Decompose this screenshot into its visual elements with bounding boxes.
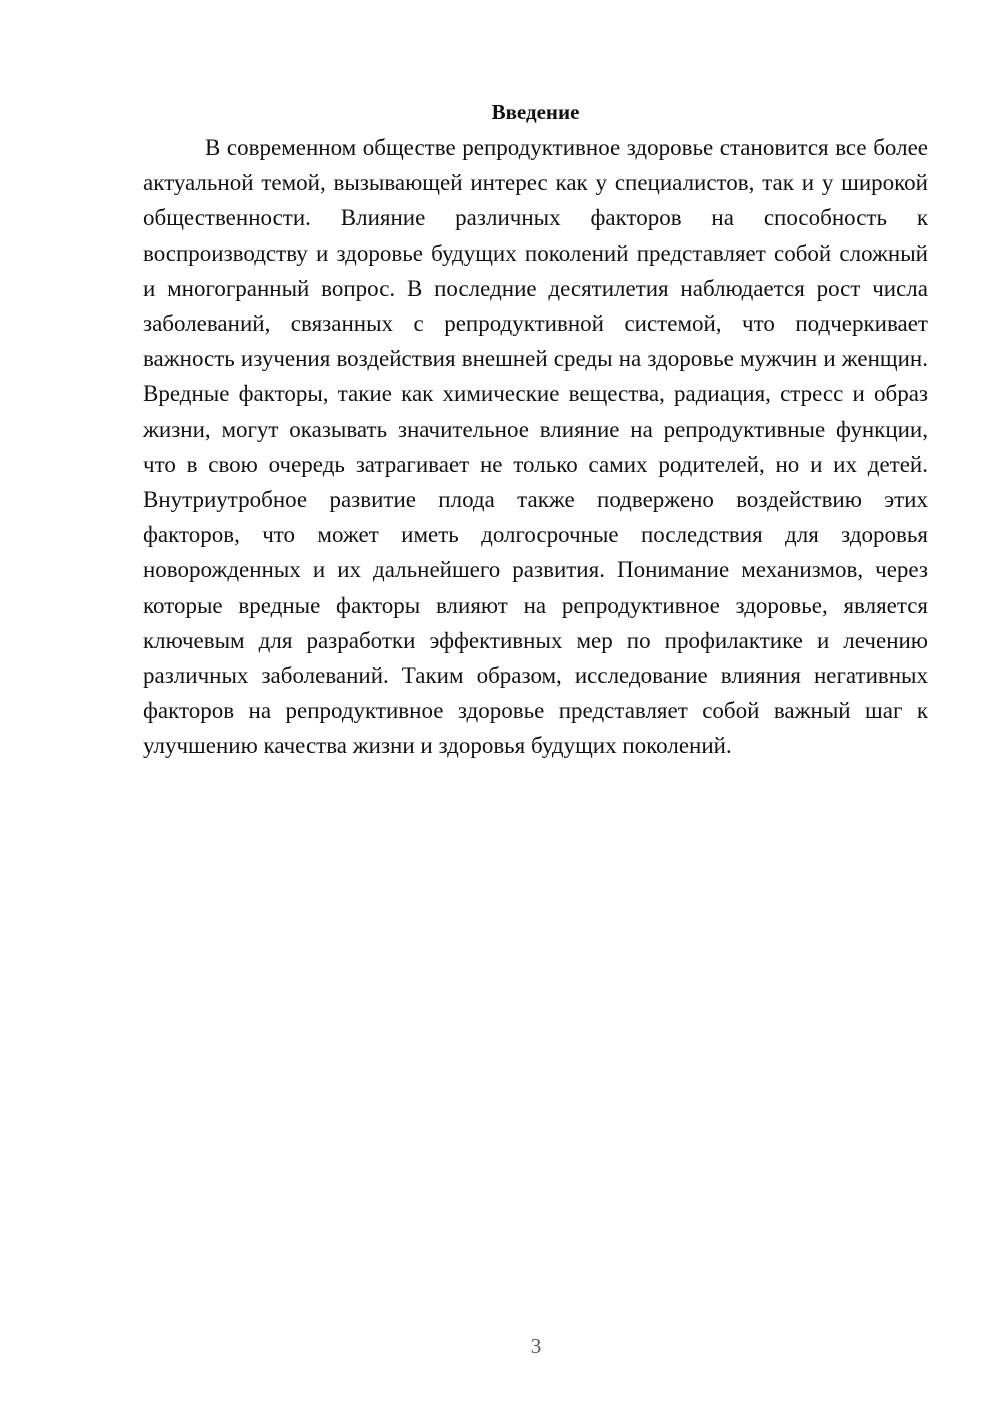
section-title: Введение xyxy=(491,100,580,124)
page-number: 3 xyxy=(530,1334,542,1358)
document-body xyxy=(143,95,928,764)
intro-paragraph: В современном обществе репродуктивное здоровье становится все более актуальной темой, вызывающей интерес как у специалистов, так и у широкой общественности. Влияние различных факторов на способность к воспроизводству и здоровье будущих поколений представляет собой сложный и многогранный вопрос. В последние десятилетия наблюдается рост числа заболеваний, связанных с репродуктивной системой, что подчеркивает важность изучения воздействия внешней среды на здоровье мужчин и женщин. Вредные факторы, такие как химические вещества, радиация, стресс и образ жизни, могут оказывать значительное влияние на репродуктивные функции, что в свою очередь затрагивает не только самих родителей, но и их детей. Внутриутробное развитие плода также подвержено воздействию этих факторов, что может иметь долгосрочные последствия для здоровья новорожденных и их дальнейшего развития. Понимание механизмов, через которые вредные факторы влияют на репродуктивное здоровье, является ключевым для разработки эффективных мер по профилактике и лечению различных заболеваний. Таким образом, исследование влияния негативных факторов на репродуктивное здоровье представляет собой важный шаг к улучшению качества жизни и здоровья будущих поколений. xyxy=(143,135,928,759)
